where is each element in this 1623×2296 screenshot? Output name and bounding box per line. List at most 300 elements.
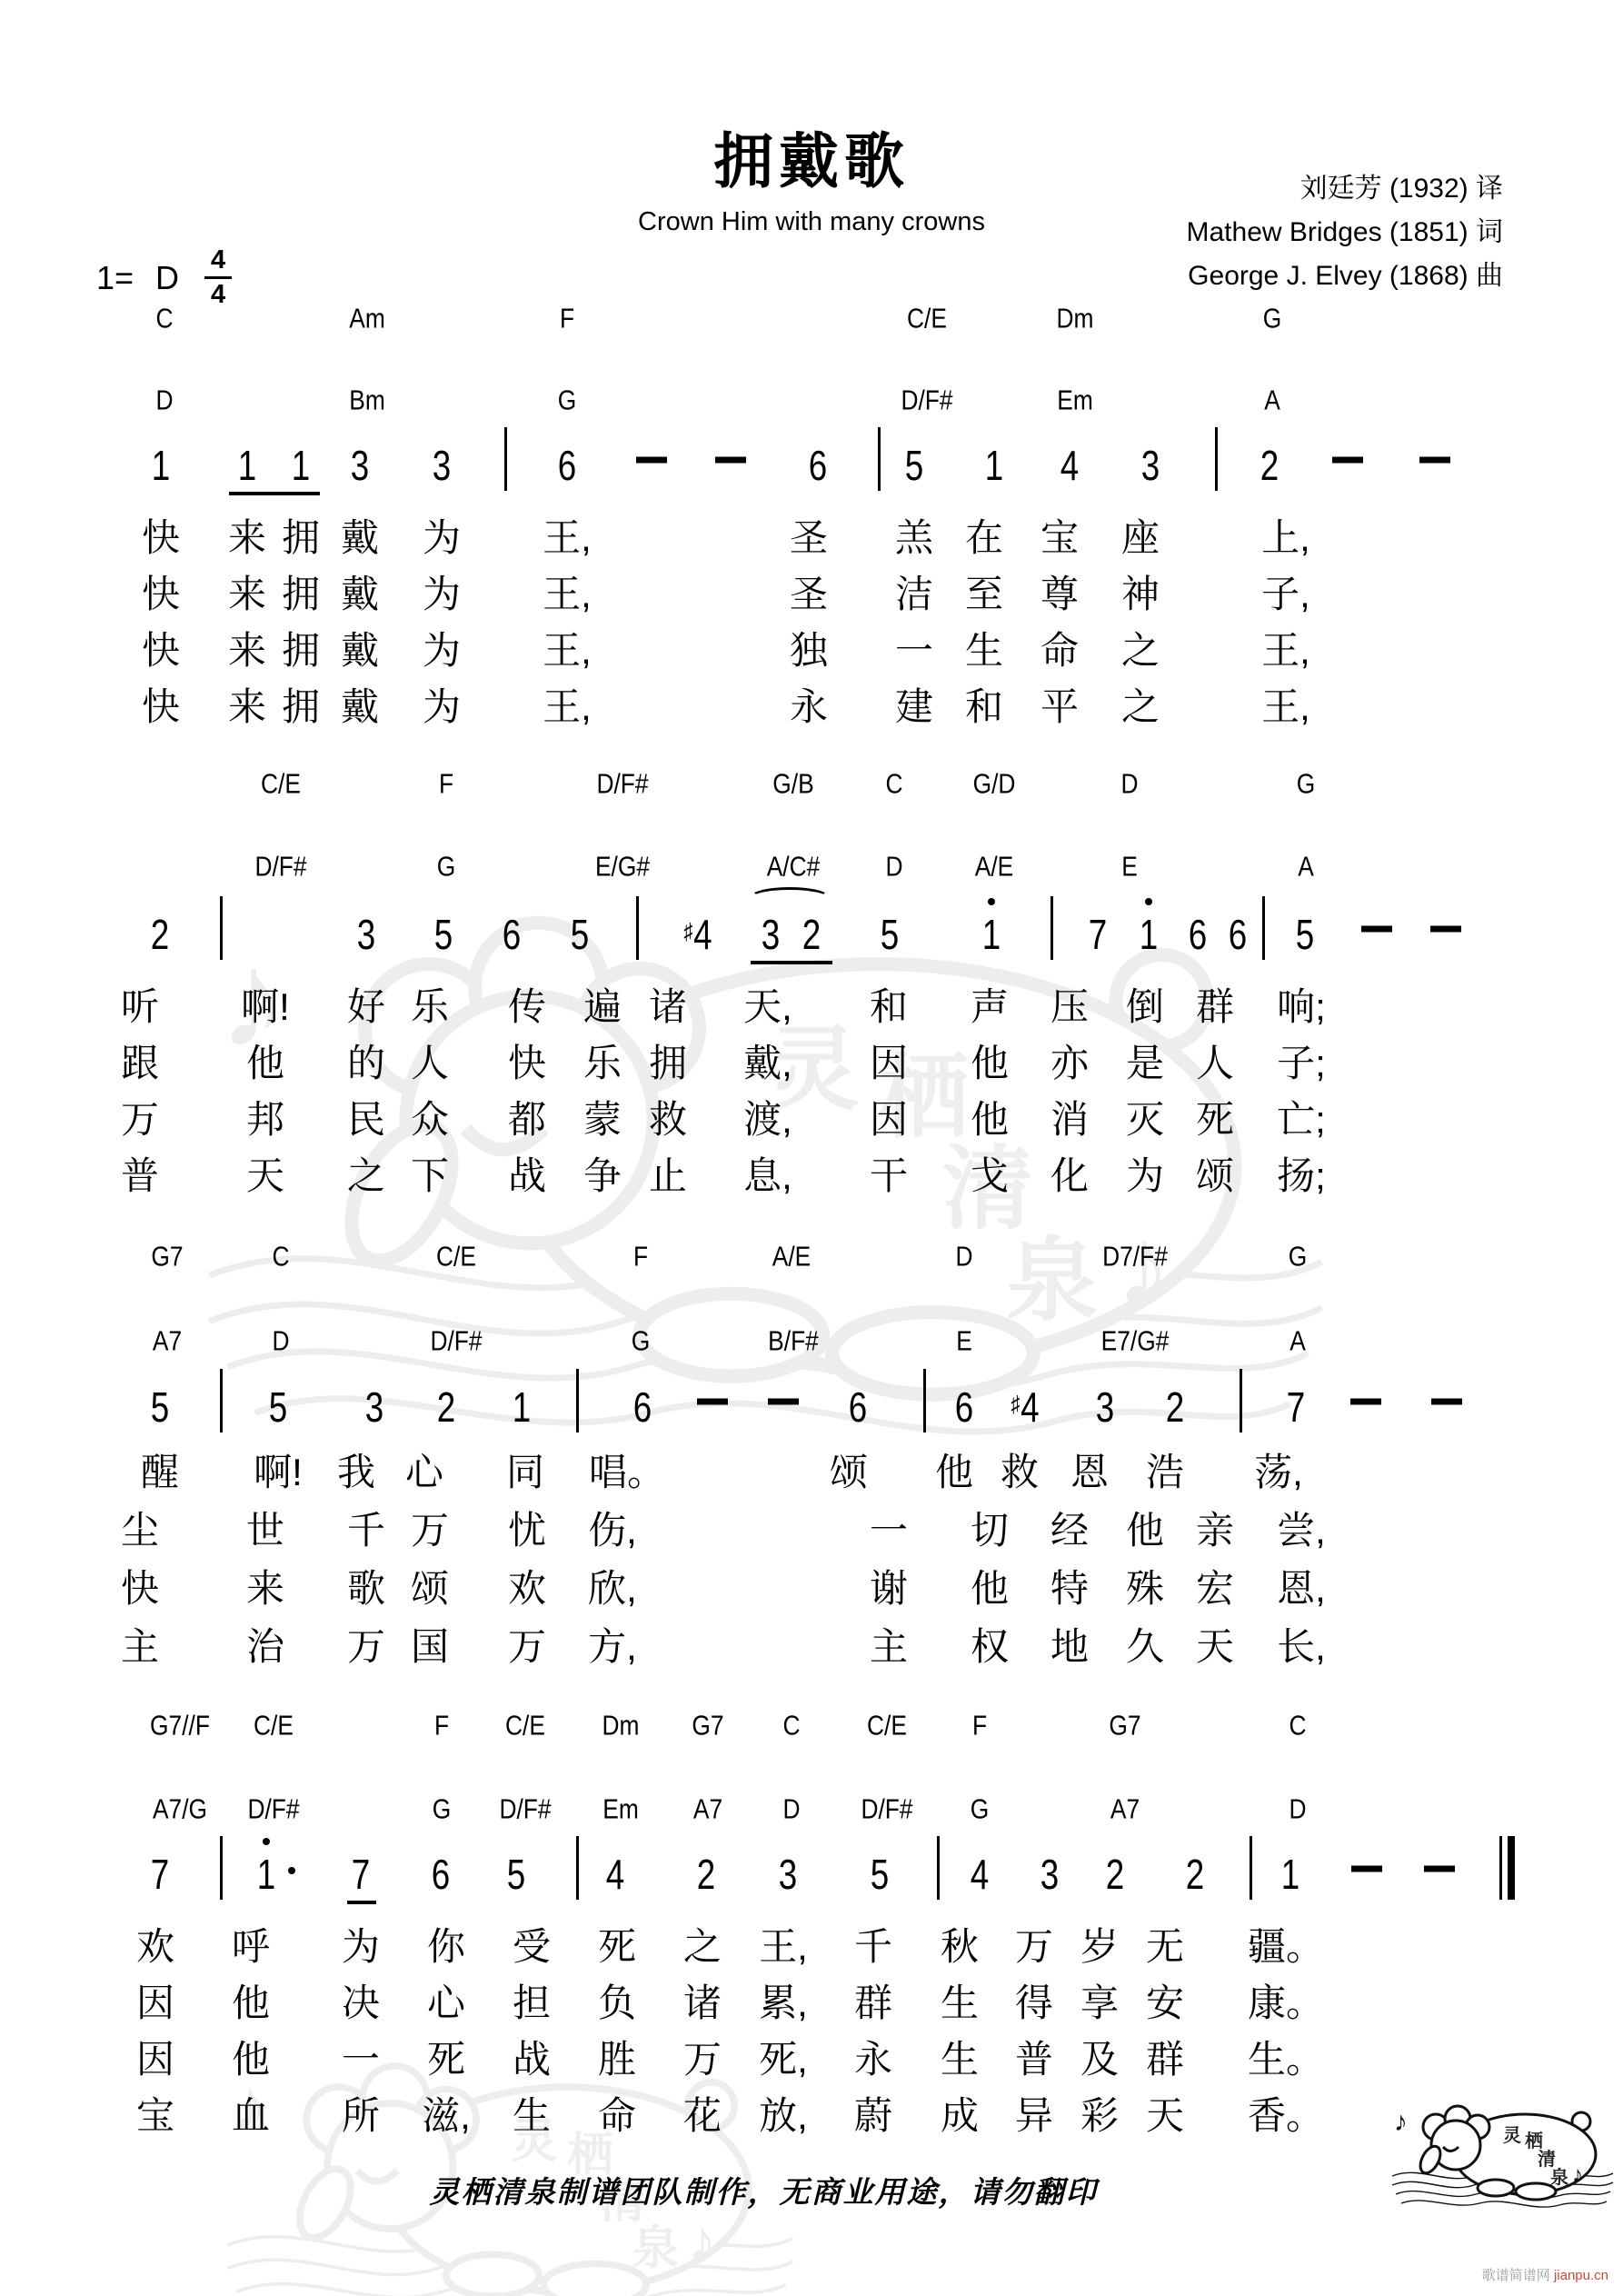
lyric-char: 切 (970, 1509, 1010, 1552)
lyric-char: 因 (869, 1042, 909, 1084)
chord-label: D (955, 1240, 973, 1273)
chord-label: D7/F# (1102, 1240, 1168, 1273)
lyric-char: 万 (120, 1098, 160, 1141)
barline (1240, 1369, 1242, 1433)
chord-label: E (1121, 850, 1138, 883)
lyric-char: 颂 (829, 1451, 869, 1493)
lyric-char: 群 (1195, 985, 1235, 1028)
lyric-char: 生 (940, 2038, 980, 2081)
note-digit: 6 (808, 442, 828, 489)
chord-label: A (1289, 1324, 1306, 1357)
lyric-char: 欢 (507, 1567, 547, 1610)
sharp-sign: ♯ (683, 919, 693, 944)
lyric-char: 救 (648, 1098, 688, 1141)
note-digit: 2 (436, 1383, 456, 1431)
lyric-char: 来 (245, 1567, 285, 1610)
lyric-char: 久 (1125, 1625, 1165, 1668)
eighth-note-underline (229, 492, 320, 495)
lyric-char: 岁 (1080, 1925, 1120, 1968)
dash-token (1351, 1866, 1382, 1872)
chord-label: F (559, 302, 575, 334)
note-digit: 5 (1295, 911, 1315, 958)
lyric-char: 一 (341, 2038, 381, 2081)
chord-label: A7 (152, 1324, 183, 1357)
chord-label: Am (349, 302, 385, 334)
lyric-char: 滋, (422, 2094, 471, 2137)
lyric-char: 享 (1080, 1982, 1120, 2024)
dash-token (1431, 1399, 1462, 1405)
lyric-char: 地 (1050, 1625, 1090, 1668)
lyric-char: 颂 (410, 1567, 450, 1610)
note-digit: 3 (432, 442, 452, 489)
lyric-char: 好 (346, 985, 386, 1028)
chord-label: C/E (254, 1709, 294, 1742)
dash-token (1424, 1866, 1455, 1872)
fraction-bar (204, 276, 232, 279)
barline (220, 896, 223, 960)
lyric-char: 为 (422, 685, 462, 728)
note-digit: 1 (237, 442, 257, 489)
lyric-char: 死 (426, 2038, 466, 2081)
note-digit: 5 (870, 1851, 890, 1898)
lyric-char: 千 (346, 1509, 386, 1552)
chord-label: G7 (151, 1240, 184, 1273)
barline (220, 1369, 223, 1433)
lyric-char: 啊! (254, 1451, 303, 1493)
note-digit: 1 (256, 1851, 276, 1898)
dash-token (636, 457, 667, 464)
lyric-char: 戴 (340, 573, 380, 615)
chord-label: D (272, 1324, 290, 1357)
chord-label: C (155, 302, 174, 334)
note-digit: 3 (356, 911, 376, 958)
lyric-char: 忧 (507, 1509, 547, 1552)
lyric-char: 尘 (120, 1509, 160, 1552)
lyric-char: 渡, (743, 1098, 792, 1141)
lyric-char: 秋 (940, 1925, 980, 1968)
lyric-char: 呼 (231, 1925, 271, 1968)
lyric-char: 为 (422, 516, 462, 559)
lyric-char: 快 (141, 573, 181, 615)
lyric-char: 快 (141, 629, 181, 672)
lyric-char: 得 (1014, 1982, 1054, 2024)
note-digit: 5 (268, 1383, 288, 1431)
note-digit: 2 (696, 1851, 716, 1898)
lyric-char: 快 (120, 1567, 160, 1610)
lyric-char: 争 (582, 1154, 622, 1197)
lyric-char: 戴 (340, 516, 380, 559)
eighth-note-underline (347, 1901, 376, 1904)
lyric-char: 洁 (894, 573, 934, 615)
dash-token (1430, 926, 1461, 933)
lyric-char: 压 (1050, 985, 1090, 1028)
lyric-char: 来 (227, 685, 267, 728)
lyric-char: 响; (1277, 985, 1326, 1028)
chord-label: A/C# (766, 850, 821, 883)
barline (220, 1836, 223, 1900)
lyric-char: 香。 (1247, 2094, 1325, 2137)
lyric-char: 荡, (1254, 1451, 1303, 1493)
key-time-signature (96, 247, 232, 308)
note-digit: 5 (904, 442, 924, 489)
lyric-char: 救 (1000, 1451, 1040, 1493)
note-digit: 6 (848, 1383, 868, 1431)
lyric-char: 来 (227, 516, 267, 559)
lyric-char: 安 (1145, 1982, 1185, 2024)
lyric-char: 啊! (241, 985, 290, 1028)
lyric-char: 亡; (1277, 1098, 1326, 1141)
note-digit: 3 (1140, 442, 1160, 489)
chord-label: Em (1057, 384, 1093, 416)
lyric-char: 为 (422, 573, 462, 615)
chord-label: Dm (602, 1709, 640, 1742)
note-digit: 1 (291, 442, 311, 489)
lyric-char: 你 (426, 1925, 466, 1968)
lyric-char: 负 (597, 1982, 637, 2024)
lyric-char: 人 (1195, 1042, 1235, 1084)
lyric-char: 干 (869, 1154, 909, 1197)
chord-label: G (1262, 302, 1282, 334)
key-prefix: 1= (96, 258, 134, 296)
composer-credit: George J. Elvey (1868) 曲 (1188, 261, 1503, 291)
chord-label: F (971, 1709, 988, 1742)
lyric-char: 长, (1277, 1625, 1326, 1668)
lyric-char: 谢 (869, 1567, 909, 1610)
note-digit: 4 (970, 1851, 990, 1898)
chord-label: D (782, 1792, 801, 1825)
lyric-char: 宏 (1195, 1567, 1235, 1610)
chord-label: D/F# (247, 1792, 300, 1825)
note-digit: 1 (981, 911, 1001, 958)
barline (636, 896, 639, 960)
chord-label: G (557, 384, 577, 416)
chord-label: G (970, 1792, 990, 1825)
lyric-char: 因 (135, 2038, 175, 2081)
octave-dot (1145, 898, 1152, 905)
site-url[interactable]: jianpu.cn (1553, 2268, 1608, 2283)
note-digit: 3 (778, 1851, 798, 1898)
lyric-char: 王, (543, 629, 592, 672)
note-digit: 3 (350, 442, 370, 489)
lyric-char: 千 (853, 1925, 893, 1968)
chord-label: G (436, 850, 456, 883)
chord-label: F (433, 1709, 450, 1742)
note-digit: 5 (570, 911, 590, 958)
lyric-char: 血 (231, 2094, 271, 2137)
time-numerator: 4 (210, 245, 226, 275)
lyric-char: 诸 (648, 985, 688, 1028)
lyric-char: 快 (141, 685, 181, 728)
lyric-char: 国 (410, 1625, 450, 1668)
lyric-char: 普 (120, 1154, 160, 1197)
lyric-char: 永 (789, 685, 829, 728)
lyric-char: 经 (1050, 1509, 1090, 1552)
chord-label: G (432, 1792, 452, 1825)
chord-label: A/E (772, 1240, 812, 1273)
lyric-char: 他 (231, 1982, 271, 2024)
barline (878, 427, 881, 491)
lyric-char: 世 (245, 1509, 285, 1552)
lyric-char: 和 (964, 685, 1004, 728)
lyric-char: 蒙 (582, 1098, 622, 1141)
chord-label: B/F# (768, 1324, 819, 1357)
chord-label: G/D (972, 767, 1016, 800)
time-denominator: 4 (210, 280, 226, 309)
dash-token (1350, 1399, 1381, 1405)
lyric-char: 至 (964, 573, 1004, 615)
lyric-char: 特 (1050, 1567, 1090, 1610)
lyric-char: 拥 (281, 573, 321, 615)
lyric-char: 命 (597, 2094, 637, 2137)
note-digit: 6 (1228, 911, 1248, 958)
site-credit (1482, 2265, 1608, 2284)
barline (1215, 427, 1218, 491)
lyric-char: 恩 (1070, 1451, 1110, 1493)
dash-token (1332, 457, 1363, 464)
note-digit: 1 (151, 442, 171, 489)
note-digit: 2 (1185, 1851, 1205, 1898)
lyric-char: 欣, (588, 1567, 637, 1610)
lyric-char: 成 (940, 2094, 980, 2137)
chord-label: C/E (907, 302, 947, 334)
translator-credit: 刘廷芳 (1932) 译 (1299, 174, 1503, 204)
chord-label: G7 (1109, 1709, 1141, 1742)
lyric-char: 乐 (410, 985, 450, 1028)
lyric-char: 圣 (789, 573, 829, 615)
lyric-char: 消 (1050, 1098, 1090, 1141)
lyric-char: 受 (512, 1925, 552, 1968)
lyric-char: 民 (346, 1098, 386, 1141)
lyric-char: 他 (970, 1042, 1010, 1084)
note-digit: 6 (954, 1383, 974, 1431)
sharp-sign: ♯ (1011, 1392, 1021, 1417)
augmentation-dot (288, 1867, 295, 1874)
note-digit: 7 (1286, 1383, 1306, 1431)
lyric-char: 为 (341, 1925, 381, 1968)
chord-label: G7//F (150, 1709, 210, 1742)
lyric-char: 万 (410, 1509, 450, 1552)
lyric-char: 蔚 (853, 2094, 893, 2137)
chord-label: C/E (436, 1240, 476, 1273)
chord-label: D/F# (499, 1792, 552, 1825)
chord-label: C/E (867, 1709, 907, 1742)
chord-label: D/F# (254, 850, 307, 883)
chord-label: A7/G (152, 1792, 208, 1825)
lyric-char: 万 (346, 1625, 386, 1668)
lyric-char: 所 (341, 2094, 381, 2137)
chord-label: A7 (692, 1792, 723, 1825)
lyric-char: 建 (894, 685, 934, 728)
lyric-char: 万 (682, 2038, 722, 2081)
lyric-char: 声 (970, 985, 1010, 1028)
lyric-char: 殊 (1125, 1567, 1165, 1610)
note-digit: 5 (433, 911, 453, 958)
lyric-char: 是 (1125, 1042, 1165, 1084)
lyric-char: 王, (543, 516, 592, 559)
chord-label: A7 (1110, 1792, 1140, 1825)
barline (1050, 896, 1053, 960)
lyric-char: 在 (964, 516, 1004, 559)
eighth-note-underline (751, 961, 832, 964)
key-letter: D (155, 258, 180, 296)
final-barline-thin (1499, 1836, 1502, 1900)
dash-token (768, 1399, 799, 1405)
note-digit: 2 (802, 911, 821, 958)
lyric-char: 诸 (682, 1982, 722, 2024)
chord-label: E (956, 1324, 972, 1357)
credits-block (1187, 167, 1504, 298)
chord-label: F (438, 767, 454, 800)
chord-label: C (885, 767, 903, 800)
note-digit: 5 (880, 911, 900, 958)
lyric-char: 上, (1261, 516, 1310, 559)
lyric-char: 跟 (120, 1042, 160, 1084)
lyric-char: 人 (410, 1042, 450, 1084)
chord-label: D/F# (901, 384, 953, 416)
note-digit: 7 (150, 1851, 170, 1898)
lyric-char: 唱。 (588, 1451, 666, 1493)
lyric-char: 万 (1014, 1925, 1054, 1968)
lyric-char: 永 (853, 2038, 893, 2081)
lyric-char: 战 (507, 1154, 547, 1197)
lyric-char: 颂 (1195, 1154, 1235, 1197)
note-digit: 2 (1165, 1383, 1185, 1431)
chord-label: Dm (1056, 302, 1094, 334)
lyric-char: 遍 (582, 985, 622, 1028)
lyric-char: 胜 (597, 2038, 637, 2081)
lyricist-credit: Mathew Bridges (1851) 词 (1186, 217, 1503, 247)
lyric-char: 天 (1145, 2094, 1185, 2137)
note-digit: 5 (150, 1383, 170, 1431)
lyric-char: 戴 (340, 629, 380, 672)
lyric-char: 王, (759, 1925, 808, 1968)
lyric-char: 亲 (1195, 1509, 1235, 1552)
chord-label: D/F# (430, 1324, 483, 1357)
chord-label: C/E (505, 1709, 545, 1742)
lyric-char: 心 (426, 1982, 466, 2024)
lyric-char: 戴 (340, 685, 380, 728)
lyric-char: 独 (789, 629, 829, 672)
lyric-char: 邦 (245, 1098, 285, 1141)
chord-label: G (1288, 1240, 1308, 1273)
chord-label: C (1289, 1709, 1307, 1742)
lyric-char: 彩 (1080, 2094, 1120, 2137)
octave-dot (988, 898, 995, 905)
lyric-char: 为 (1125, 1154, 1165, 1197)
lyric-char: 之 (1120, 685, 1160, 728)
chord-label: A/E (974, 850, 1014, 883)
lyric-char: 座 (1120, 516, 1160, 559)
chord-label: D (1289, 1792, 1307, 1825)
lyric-char: 之 (1120, 629, 1160, 672)
note-digit: 6 (1188, 911, 1208, 958)
note-digit: 3 (364, 1383, 384, 1431)
lyric-char: 一 (894, 629, 934, 672)
barline (504, 427, 507, 491)
time-signature (204, 247, 232, 308)
barline (923, 1369, 926, 1433)
chord-label: G (1296, 767, 1316, 800)
lyric-char: 子; (1277, 1042, 1326, 1084)
lyric-char: 戈 (970, 1154, 1010, 1197)
lyric-char: 来 (227, 573, 267, 615)
lyric-char: 他 (1125, 1509, 1165, 1552)
lyric-char: 主 (869, 1625, 909, 1668)
lyric-char: 的 (346, 1042, 386, 1084)
lyric-char: 浩 (1145, 1451, 1185, 1493)
lyric-char: 倒 (1125, 985, 1165, 1028)
note-digit: 1 (512, 1383, 532, 1431)
lyric-char: 醒 (140, 1451, 180, 1493)
note-digit: 7 (1088, 911, 1108, 958)
lyric-char: 和 (869, 985, 909, 1028)
dash-token (697, 1399, 728, 1405)
barline (576, 1369, 579, 1433)
note-digit: 2 (1105, 1851, 1125, 1898)
lyric-char: 他 (231, 2038, 271, 2081)
lyric-char: 王, (543, 685, 592, 728)
lyric-char: 神 (1120, 573, 1160, 615)
lyric-char: 王, (1261, 685, 1310, 728)
lyric-char: 他 (970, 1098, 1010, 1141)
chord-label: G/B (772, 767, 814, 800)
lyric-char: 息, (743, 1154, 792, 1197)
lyric-char: 疆。 (1247, 1925, 1325, 1968)
note-digit: 1 (1280, 1851, 1300, 1898)
lyric-char: 圣 (789, 516, 829, 559)
lyric-char: 治 (245, 1625, 285, 1668)
lyric-char: 下 (410, 1154, 450, 1197)
lyric-char: 心 (404, 1451, 444, 1493)
lyric-char: 拥 (281, 516, 321, 559)
chord-label: Bm (349, 384, 385, 416)
lyric-char: 生 (940, 1982, 980, 2024)
lyric-char: 主 (120, 1625, 160, 1668)
chord-label: D (1120, 767, 1139, 800)
lyric-char: 异 (1014, 2094, 1054, 2137)
note-digit: 6 (632, 1383, 652, 1431)
note-digit: ♯4 (1011, 1383, 1040, 1431)
note-digit: 7 (351, 1851, 371, 1898)
lyric-char: 权 (970, 1625, 1010, 1668)
lyric-char: 拥 (281, 685, 321, 728)
lyric-char: 死, (759, 2038, 808, 2081)
note-digit: 1 (1139, 911, 1159, 958)
chord-label: D/F# (861, 1792, 913, 1825)
lyric-char: 生 (964, 629, 1004, 672)
slur-arc (749, 887, 831, 909)
lyric-char: 欢 (135, 1925, 175, 1968)
lyric-char: 普 (1014, 2038, 1054, 2081)
lyric-char: 担 (512, 1982, 552, 2024)
note-digit: 3 (761, 911, 781, 958)
lyric-char: 天, (743, 985, 792, 1028)
note-digit: 2 (150, 911, 170, 958)
octave-dot (263, 1838, 270, 1845)
lyric-char: 死 (597, 1925, 637, 1968)
lyric-char: 死 (1195, 1098, 1235, 1141)
chord-label: A (1298, 850, 1314, 883)
lyric-char: 都 (507, 1098, 547, 1141)
lyric-char: 众 (410, 1098, 450, 1141)
lyric-char: 王, (1261, 629, 1310, 672)
lyric-char: 战 (512, 2038, 552, 2081)
lyric-char: 生 (512, 2094, 552, 2137)
lyric-char: 恩, (1277, 1567, 1326, 1610)
note-digit: 1 (984, 442, 1004, 489)
note-digit: 2 (1260, 442, 1279, 489)
note-digit: 4 (605, 1851, 625, 1898)
